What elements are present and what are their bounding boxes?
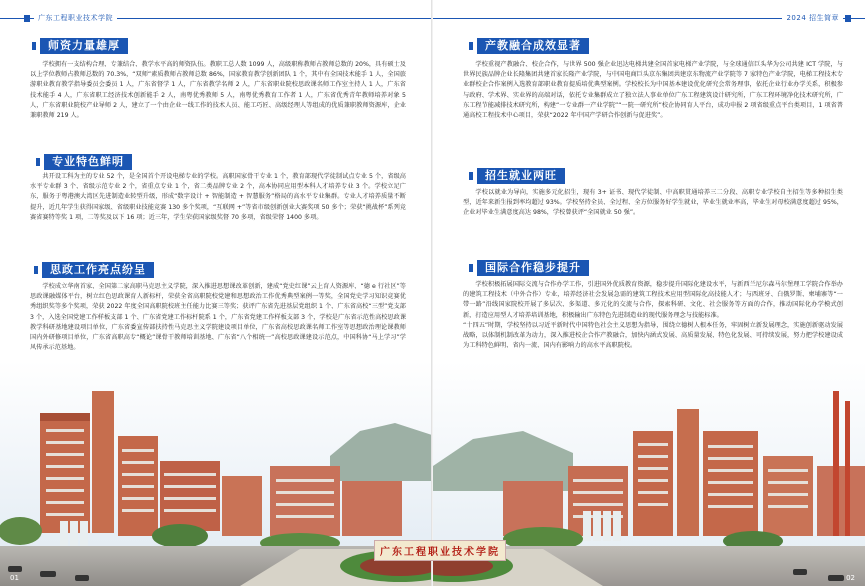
page-number-right: 02 — [846, 574, 855, 582]
section-body-faculty: 学校拥有一支结构合理、专兼结合、教学水平高的师资队伍。教职工总人数 1099 人，高级职称教师占教师总数的 20%，具有硕士及以上学位教师占教师总数的 70.3%，“双师”素质教师占教师总数 86%，国家教育教学创新团队 1 个，其中有全国技术能手 1 人，全国旅游职业教育教学指导委员会委员 1 人，广东省督学 1 人，广东省教学名师 2 人，广东省职业院校思政课名师工作室主持人 1 人，广东省技术能手 4 人，广东省职工经济技术创新能手 2 人，南粤优秀教师 5 人，南粤优秀教育工作者 1 人，广东省优秀青年教师培养对象 5 人，广东省职业院校产业导师 2 人，建立了一个由企业一线工作的技术人员、能工巧匠、高级经理人等组成的优质兼职教师资源库，企业兼职教师 219 人。 — [30, 61, 406, 120]
header-marker — [24, 15, 30, 22]
header-bar — [0, 14, 432, 23]
campus-illustration-left — [0, 361, 432, 586]
section-body-majors: 共开设工科为主的专业 52 个，是全国首个开设电梯专业的学校。高职国家骨干专业 1 个，教育部现代学徒制试点专业 5 个，省级高水平专业群 3 个、省级示范专业 2 个，省重点专业 1 个，省二类品牌专业 2 个，高本协同应用型本科人才培养专业 3 个。学校立足广东，服务于粤港澳大湾区先进制造业转型升级，形成“数字设计 + 智能制造 + 智慧服务”格局的高水平专业集群。专业人才培养质量不断提升，近几年学生获得国家级、省级职业技能竞赛 130 多个奖项，“互联网 +”等省市级创新创业大赛奖项 50 多个；荣获“挑战杯”系列竞赛省赛特等奖 1 项，二等奖及以下 16 项；近三年，学生荣获国家级奖督 70 多项，省级荣督 1400 多项。 — [30, 173, 406, 221]
section-title-ideology: 思政工作亮点纷呈 — [42, 262, 154, 278]
section-title-industry: 产教融合成效显著 — [477, 38, 589, 54]
page-number-left: 01 — [10, 574, 19, 582]
header-bar-right — [433, 14, 865, 23]
right-page — [433, 0, 865, 586]
section-body-enrollment: 学校以就业为导向，实施多元化招生，现有 3+ 证书、现代学徒制、中高职贯通培养三二分段、高职专业学校自主招生等多种招生类型，近年来新生报到率均超过 93%。学校坚持全员、全过程、全方位服务好学生就业，毕业生就业率高，毕业生对母校满意度超过 95%，企业对毕业生满意度高达 98%，学校曾获评“全国就业 50 强”。 — [463, 189, 843, 217]
header-marker-right — [845, 15, 851, 22]
left-page — [0, 0, 432, 586]
header-school-name: 广东工程职业技术学院 — [34, 14, 117, 23]
campus-sign: 广东工程职业技术学院 — [374, 540, 506, 561]
section-title-enrollment: 招生就业两旺 — [477, 168, 565, 184]
section-body-industry: 学校重视产教融合、校企合作，与世界 500 强企业迅达电梯共建全国首家电梯产业学院，与全球通信巨头华为公司共建 ICT 学院，与世界民族品牌企业长隆集团共建首家长隆产业学院，与中国电商巨头京东集团共建京东物流产业学院等 7 家特色产业学院，电梯工程技术专业群校企合作案例入选教育部职业教育提质培优典型案例。学校校长为中国基本建设优化研究会常务理事，依托企业行业办学关系，积极参与政府、学术界、实业界的高端对话，依托专业集群成立了独立法人事业单位广东工程建筑设计研究所，广东工程环境净化技术研究所，广东工程节能减排技术研究所，构建“一专业群一产业学院”“一院一研究所”校企协同育人平台，成功申报 2 项省级重点平台类项目，1 项省普通高校工程技术中心项目，荣获“2022 年中国产学研合作创新与促进奖”。 — [463, 61, 843, 120]
section-title-majors: 专业特色鲜明 — [44, 154, 132, 170]
section-title-faculty: 师资力量雄厚 — [40, 38, 128, 54]
section-body-international: 学校积极拓展国际交流与合作办学工作，引进国外优质教育资源，稳步提升国际化建设水平，与新西兰尼尔森马尔堡理工学院合作举办的建筑工程技术（中外合作）专业，培养经济社会发展急需的建筑工程技术应用型国际化高技能人才；与西班牙、白俄罗斯、柬埔寨等“一带一路”沿线国家院校开展了多层次、多渠道、多元化的交流与合作，探索科研、文化、社会服务等方面的合作，推动国际化办学模式创新，打造应用型人才培养培训基地，积极输出广东特色先进制造业的现代服务理念与技能标准。 “十四五”时期，学校坚持以习近平新时代中国特色社会主义思想为指导，围绕立德树人根本任务，牢固树立新发展理念，实施创新驱动发展战略，以体制机制改革为动力，深入推进校企合作产教融合，加快内涵式发展、高质量发展、特色化发展、可持续发展，努力把学校建设成为工科特色鲜明、省内一流、国内有影响力的高水平高职院校。 — [463, 281, 843, 350]
header-brochure-title: 2024 招生简章 — [782, 14, 843, 23]
section-title-international: 国际合作稳步提升 — [477, 260, 589, 276]
section-body-ideology: 学校成立华南首家、全国第二家高职马克思主义学院，深入推进思想课改革创新，建成“党史红课”云上育人资源库、“德 e 行社区”等思政课融媒体平台，树立红色思政课育人新标杆，荣获全省高职院校党建和思想政治工作优秀典型案例一等奖，全国党史学习知识竞赛优秀组织奖等多个奖项，荣获 2022 年度全国高职院校班主任能力比赛三等奖；获评广东省先进基层党组织 1 个、广东省高校“三型”党支部 3 个，入选全国党建工作样板支部 1 个、广东省党建工作标杆院系 1 个，广东省党建工作样板支部 3 个，学校是广东省示范性高校思政课教学科研基地建设项目单位，广东省委宣传部扶持性马克思主义学院建设项目单位，广东省高校思政课名师工作室等思想政治理论课教师国内外研修项目单位，广东省高职高专“概论”课骨干教师培训基地、广东省“八个相统一”高校思政课建设示范点，中国科协“马上学习”学风传承示范基地。 — [30, 283, 407, 352]
campus-photo-left — [0, 361, 432, 586]
